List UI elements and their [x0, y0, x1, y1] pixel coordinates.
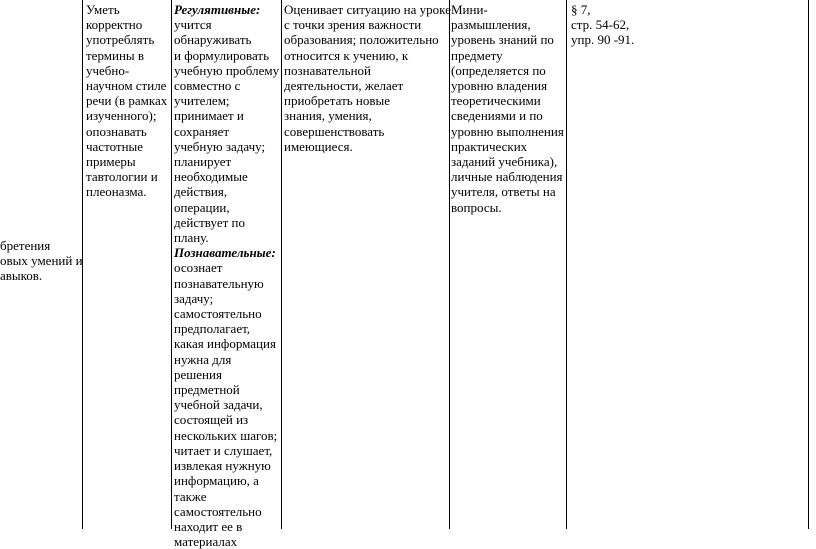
cell-line: относится к учению, к — [284, 47, 409, 63]
cell-line: заданий учебника), — [451, 154, 558, 170]
cell-line: учится — [174, 17, 212, 33]
cell-line: познавательную — [174, 275, 264, 291]
cell-line: действует по — [174, 214, 245, 230]
metasubject-results-cell — [174, 2, 279, 549]
cell-line: личные наблюдения — [451, 169, 563, 185]
cell-line: решения — [174, 366, 222, 382]
cell-line: учителем; — [174, 93, 230, 109]
cell-line: учителя, ответы на — [451, 184, 556, 200]
cell-line: Уметь — [86, 2, 120, 17]
personal-results-cell — [284, 2, 451, 154]
cell-line: учебную задачу; — [174, 138, 266, 154]
cell-line: и формулировать — [174, 47, 270, 63]
cell-line: § 7, — [571, 2, 591, 17]
cell-line: необходимые — [174, 169, 248, 185]
cell-line: познавательной — [284, 62, 372, 78]
cell-line: уровню владения — [451, 78, 548, 94]
cell-line: уровню выполнения — [451, 123, 564, 139]
subject-results-cell — [86, 2, 167, 200]
cell-line: уровень знаний по — [451, 32, 554, 48]
cell-line: примеры — [86, 154, 136, 170]
cell-line: бретения — [0, 238, 51, 253]
cell-line: самостоятельно — [174, 503, 262, 519]
column-border — [281, 0, 282, 529]
cell-line: изученного); — [86, 108, 157, 124]
cell-line: Оценивает ситуацию на уроке — [284, 2, 451, 17]
cell-line: имеющиеся. — [284, 138, 353, 154]
regulative-heading: Регулятивные: — [174, 2, 261, 17]
cell-line: теоретическими — [451, 93, 541, 109]
column-border — [171, 0, 172, 529]
cell-line: сохраняет — [174, 123, 230, 139]
cell-line: операции, — [174, 199, 230, 215]
cell-line: какая информация — [174, 336, 276, 352]
cell-line: читает и слушает, — [174, 442, 273, 458]
cell-line: речи (в рамках — [86, 93, 168, 109]
cell-line: овых умений и — [0, 253, 83, 269]
cell-line: нужна для — [174, 351, 232, 367]
cell-line: задачу; — [174, 290, 214, 306]
cell-line: учебно- — [86, 62, 130, 78]
cognitive-heading: Познавательные: — [174, 245, 276, 261]
cell-line: употреблять — [86, 32, 155, 48]
cell-line: самостоятельно — [174, 306, 262, 322]
cell-line: извлекая нужную — [174, 458, 271, 474]
cell-line: плану. — [174, 230, 209, 246]
cell-line: состоящей из — [174, 412, 249, 428]
cell-line: опознавать — [86, 123, 147, 139]
cell-line: частотные — [86, 138, 144, 154]
cell-line: стр. 54-62, — [571, 17, 630, 33]
cell-line: знания, умения, — [284, 108, 372, 124]
cell-line: предмету — [451, 47, 503, 63]
cell-line: учебную проблему — [174, 62, 280, 78]
cell-line: Мини- — [451, 2, 488, 17]
stage-cell — [0, 238, 83, 284]
cell-line: плеоназма. — [86, 184, 147, 200]
cell-line: образования; положительно — [284, 32, 439, 48]
cell-line: материалах — [174, 534, 238, 549]
cell-line: корректно — [86, 17, 143, 33]
cell-line: информацию, а — [174, 473, 259, 489]
cell-line: совершенствовать — [284, 123, 385, 139]
cell-line: действия, — [174, 184, 228, 200]
cell-line: деятельности, желает — [284, 78, 404, 94]
homework-cell — [571, 2, 634, 48]
cell-line: совместно с — [174, 78, 241, 94]
cell-line: обнаруживать — [174, 32, 252, 48]
cell-line: тавтологии и — [86, 169, 158, 185]
cell-line: предполагает, — [174, 321, 251, 337]
cell-line: практических — [451, 138, 528, 154]
cell-line: научном стиле — [86, 78, 167, 94]
cell-line: также — [174, 488, 207, 504]
cell-line: планирует — [174, 154, 232, 170]
assessment-cell — [451, 2, 564, 215]
cell-line: с точки зрения важности — [284, 17, 422, 33]
column-border — [808, 0, 809, 529]
cell-line: приобретать новые — [284, 93, 391, 109]
cell-line: предметной — [174, 382, 240, 398]
cell-line: осознает — [174, 260, 223, 276]
cell-line: учебной задачи, — [174, 397, 263, 413]
cell-line: размышления, — [451, 17, 531, 33]
cell-line: сведениями и по — [451, 108, 543, 124]
cell-line: упр. 90 -91. — [571, 32, 635, 48]
cell-line: вопросы. — [451, 199, 502, 215]
cell-line: нескольких шагов; — [174, 427, 278, 443]
cell-line: авыков. — [0, 268, 43, 284]
cell-line: термины в — [86, 47, 145, 63]
cell-line: (определяется по — [451, 62, 546, 78]
cell-line: находит ее в — [174, 518, 243, 534]
cell-line: принимает и — [174, 108, 244, 124]
column-border — [566, 0, 567, 529]
